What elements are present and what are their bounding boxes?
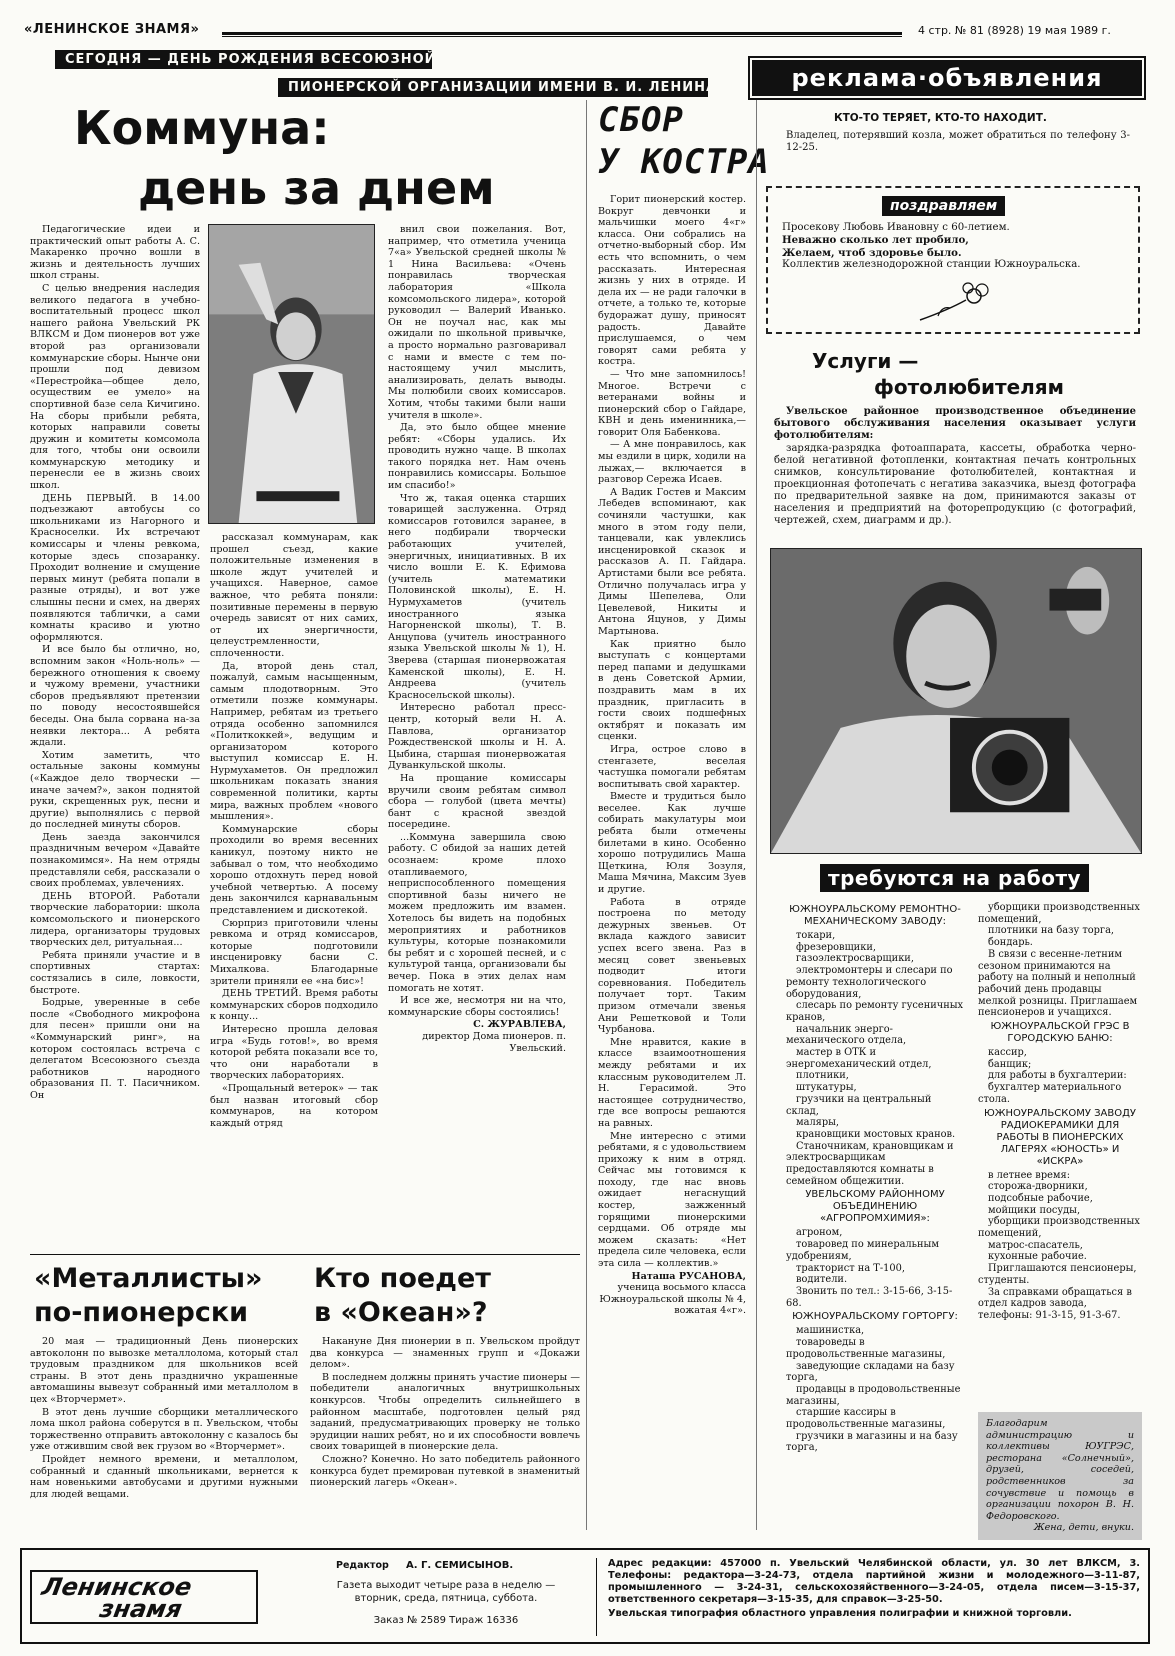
footer-logo-line2: знамя xyxy=(97,1595,185,1623)
footer-rule xyxy=(596,1558,597,1636)
sbor-title-line1: СБОР xyxy=(598,100,684,140)
photographer-photo-image xyxy=(771,549,1141,853)
kommuna-c1-p9: Бодрые, уверенные в себе после «Свободного микрофона для песен» пришли они на «Коммунарский ринг», на котором состоялась встреча с делегатом Всесоюзного съезда работников народного образования П. Т. Пасичником. Он xyxy=(30,997,200,1101)
footer-logo-line1: Ленинское xyxy=(39,1573,194,1601)
metallisty-body xyxy=(30,1336,298,1532)
ads-banner: реклама·объявления xyxy=(752,60,1142,96)
sbor-title-line2: У КОСТРА xyxy=(598,142,770,182)
jobs-right-job-17: Приглашаются пенсионеры, студенты. xyxy=(978,1263,1137,1286)
jobs-left-job-22: товароведы в продовольственные магазины, xyxy=(786,1337,946,1360)
jobs-left-job-16: товаровед по минеральным удобрениям, xyxy=(786,1239,939,1262)
jobs-left-column xyxy=(786,902,964,1542)
metallisty-p2: В этот день лучшие сборщики металлического лома школ района соберутся в п. Увельском, чтобы торжественно отправить автоколонну с казалось бы уже отжившим свой век грузом во «Вторчермет». xyxy=(30,1406,298,1453)
publication-schedule: Газета выходит четыре раза в неделю — вторник, среда, пятница, суббота. xyxy=(336,1580,556,1604)
jobs-left-job-6: начальник энерго-механического отдела, xyxy=(786,1023,907,1047)
jobs-right-job-18: За справками обращаться в отдел кадров завода, телефоны: 91-3-15, 91-3-67. xyxy=(978,1286,1132,1321)
issue-info: 4 стр. № 81 (8928) 19 мая 1989 г. xyxy=(918,24,1111,37)
kommuna-c1-p6: День заезда закончился праздничным вечером «Давайте познакомимся». На нем отряды представляли себя, рассказали о своих проблемах, увлечениях. xyxy=(30,831,200,890)
okean-p1: Накануне Дня пионерии в п. Увельском пройдут два конкурса — знаменных групп и «Докажи делом». xyxy=(310,1336,580,1371)
jobs-left-job-4: электромонтеры и слесари по ремонту технологического оборудования, xyxy=(786,965,953,1000)
jobs-left-job-13: Станочникам, крановщикам и электросварщикам предоставляются комнаты в семейном общежитии. xyxy=(786,1140,954,1187)
thanks-text: Благодарим администрацию и коллективы ЮУГРЭС, ресторана «Солнечный», друзей, соседей, родственников за сочувствие и помощь в организации похорон В. Н. Федоровского. xyxy=(986,1418,1134,1522)
condolence-thanks-box xyxy=(978,1412,1142,1540)
congrats-line-4: Коллектив железнодорожной станции Южноуральска. xyxy=(782,259,1081,271)
kommuna-c1-p1: Педагогические идеи и практический опыт работы А. С. Макаренко прочно вошли в жизнь и деятельность лучших школ страны. xyxy=(30,224,200,282)
sbor-p10: Мне интересно с этими ребятами, я с удовольствием прихожу к ним в отряд. Сейчас мы готовимся к походу, где нас вновь ожидает негаснущий костер, зажженный горящими пионерскими сердцами. Об отряде мы можем сказать: «Нет предела силе человека, если эта сила — коллектив.» xyxy=(598,1130,746,1270)
congrats-line-1: Просекову Любовь Ивановну с 60-летием. xyxy=(782,222,1010,233)
kommuna-signature-role: директор Дома пионеров. п. Увельский. xyxy=(422,1030,566,1054)
jobs-right-job-6: банщик; xyxy=(988,1058,1032,1070)
jobs-right-job-14: уборщики производственных помещений, xyxy=(978,1216,1140,1240)
kommuna-c3-p1: внил свои пожелания. Вот, например, что отметила ученица 7«а» Увельской средней школы № 1 Нина Васильева: «Очень понравилась творческая лаборатория «Школа комсомольского лидера», которой руководил — Валерий Иванько. Он не поучал нас, как мы ожидали по школьной привычке, а просто нормально разговаривал с нами и вместе с тем по-настоящему учил мыслить, анализировать, делать выводы. Мы полюбили своих комиссаров. Хотим, чтобы такими были наши учителя в школе». xyxy=(388,224,566,421)
editor-label: Редактор xyxy=(336,1560,389,1571)
photographer-photo xyxy=(770,548,1142,854)
kommuna-c1-p4: И все было бы отлично, но, вспомним закон «Ноль-ноль» — бережного отношения к своему и чужому времени, участники сборов предъявляют претензии по поводу несостоявшейся беседы. Она была сорвана на-за неявки лектора... А ребята ждали. xyxy=(30,644,200,749)
kommuna-c1-p7: ДЕНЬ ВТОРОЙ. Работали творческие лаборатории: школа комсомольского и пионерского лидера, организаторы трудовых творческих дел, ритуальная... xyxy=(30,890,200,949)
pioneer-photo-image xyxy=(209,225,374,523)
masthead-rule xyxy=(222,32,902,37)
kommuna-c1-p8: Ребята приняли участие и в спортивных стартах: состязались в силе, ловкости, быстроте. xyxy=(30,949,200,996)
jobs-left-job-25: старшие кассиры в продовольственные магазины, xyxy=(786,1407,946,1431)
sbor-p1: Горит пионерский костер. Вокруг девчонки и мальчишки моего 4«г» класса. Они собрались на отчетно-выборный сбор. Им есть что вспомнить, о чем рассказать. Интересная жизнь у них в отряде. И дела их — не ради галочки в отчете, а только те, которые будоражат душу, приносят радость. Давайте прислушаемся, о чем говорят сами ребята у костра. xyxy=(598,194,746,368)
jobs-right-job-15: матрос-спасатель, xyxy=(988,1239,1083,1251)
kommuna-c3-p5: На прощание комиссары вручили своим ребятам символ сбора — голубой (цвета мечты) бант с красной звездой посередине. xyxy=(388,772,566,831)
editor-name: А. Г. СЕМИСЫНОВ. xyxy=(405,1560,514,1571)
jobs-left-job-3: газоэлектросварщики, xyxy=(796,953,914,965)
footer-address-block xyxy=(608,1558,1140,1620)
jobs-banner: требуются на работу xyxy=(820,864,1089,892)
congrats-line-3: Желаем, чтоб здоровье было. xyxy=(782,246,962,259)
okean-body xyxy=(310,1336,580,1532)
sbor-body xyxy=(598,194,746,1530)
kommuna-c2-p3: Коммунарские сборы проходили во время весенних каникул, поэтому никто не забывал о том, что необходимо хорошо отдохнуть перед новой учебной четвертью. А посему день закончился карнавальным представлением и дискотекой. xyxy=(210,823,378,916)
jobs-right-job-11: сторожа-дворники, xyxy=(988,1181,1088,1193)
jobs-left-job-9: штукатуры, xyxy=(796,1082,857,1094)
footer-box xyxy=(20,1548,1150,1644)
kommuna-column-1 xyxy=(30,224,200,1246)
congrats-line-2: Неважно сколько лет пробило, xyxy=(782,234,969,247)
jobs-left-job-15: агроном, xyxy=(796,1227,843,1239)
jobs-left-job-26: грузчики в магазины и на базу торга, xyxy=(786,1430,958,1454)
kommuna-signature-name: С. ЖУРАВЛЕВА, xyxy=(473,1019,566,1031)
okean-title-line1: Кто поедет xyxy=(314,1263,491,1294)
jobs-left-job-8: плотники, xyxy=(796,1070,849,1082)
jobs-left-job-24: продавцы в продовольственные магазины, xyxy=(786,1383,961,1407)
jobs-left-job-17: тракторист на Т-100, xyxy=(796,1262,905,1274)
sbor-p3: — А мне понравилось, как мы ездили в цирк, ходили на лыжах,— включается в разговор Сережа Исаев. xyxy=(598,439,746,486)
uslugi-title-line1: Услуги — xyxy=(812,349,919,373)
column-rule-left xyxy=(586,100,587,1530)
jobs-right-list xyxy=(978,902,1142,1322)
masthead-name: «ЛЕНИНСКОЕ ЗНАМЯ» xyxy=(24,22,200,37)
congrats-box xyxy=(766,186,1140,334)
jobs-left-job-1: токари, xyxy=(796,930,836,941)
jobs-right-job-2: бондарь. xyxy=(988,937,1033,949)
jobs-left-job-10: грузчики на центральный склад, xyxy=(786,1093,932,1117)
jobs-left-employer-14: УВЕЛЬСКОМУ РАЙОННОМУ ОБЪЕДИНЕНИЮ «АГРОПРОМХИМИЯ»: xyxy=(805,1189,945,1225)
kommuna-c2-p6: Интересно прошла деловая игра «Будь готов!», во время которой ребята показали все то, что они наработали в творческих лабораториях. xyxy=(210,1023,378,1082)
thanks-signed: Жена, дети, внуки. xyxy=(1033,1522,1134,1534)
kommuna-title-line1: Коммуна: xyxy=(74,101,330,155)
kommuna-c1-p2: С целью внедрения наследия великого педагога в учебно-воспитательный процесс школ нашего района Увельский РК ВЛКСМ и Дом пионеров вот уже второй раз организовали коммунарские сборы. Нынче они прошли под девизом «Перестройка—общее дело, осуществим ее умело» на спортивной базе села Кичигино. На сборы прибыли ребята, которых направили советы дружин и комитеты комсомола для того, чтобы они освоили коммунарскую методику и перенесли ее в жизнь своих школ. xyxy=(30,282,200,492)
kommuna-c2-p4: Сюрприз приготовили члены ревкома и отряд комиссаров, которые подготовили инсценировку басни С. Михалкова. Благодарные зрители приняли ее «на бис»! xyxy=(210,917,378,987)
kommuna-c2-p2: Да, второй день стал, пожалуй, самым насыщенным, самым плодотворным. Это отметили позже коммунары. Например, ребятам из третьего отряда особенно запомнился «Политкоккей», ведущим и организатором которого выступил комиссар Е. Н. Нурмухаметов. Он предложил школьникам показать знания современной политики, карты мира, важных проблем «нового мышления». xyxy=(210,660,378,823)
kommuna-column-3 xyxy=(388,224,566,1246)
kommuna-bottom-rule xyxy=(30,1254,580,1255)
okean-title-line2: в «Океан»? xyxy=(314,1297,488,1328)
jobs-right-job-0: уборщики производственных помещений, xyxy=(978,902,1140,925)
sbor-p4: А Вадик Гостев и Максим Лебедев вспоминают, как сочиняли частушки, как много в этом году пели, танцевали, как увлеклись инсценировкой сказок и рассказов А. П. Гайдара. Артистами были все ребята. Отлично получалась игра у Димы Шепелева, Оли Цевелевой, Никиты и Антона Яцунов, у Димы Мартынова. xyxy=(598,486,746,637)
metallisty-p3: Пройдет немного времени, и металлолом, собранный и сданный школьниками, вернется к нам новенькими автобусами и другими нужными для людей вещами. xyxy=(30,1453,298,1500)
kommuna-c2-p7: «Прощальный ветерок» — так был назван итоговый сбор коммунаров, на котором каждый отряд xyxy=(210,1082,378,1129)
jobs-left-list xyxy=(786,904,964,1454)
jobs-right-column xyxy=(978,902,1142,1402)
sbor-signature-role: ученица восьмого класса Южноуральской школы № 4, вожатая 4«г». xyxy=(599,1282,746,1317)
printer-info: Увельская типография областного управления полиграфии и книжной торговли. xyxy=(608,1608,1072,1619)
jobs-right-employer-4: ЮЖНОУРАЛЬСКОЙ ГРЭС В ГОРОДСКУЮ БАНЮ: xyxy=(990,1021,1130,1045)
kommuna-title-line2: день за днем xyxy=(138,161,495,215)
jobs-left-job-12: крановщики мостовых кранов. xyxy=(796,1128,956,1140)
jobs-right-job-7: для работы в бухгалтерии: xyxy=(988,1070,1127,1082)
jobs-left-job-18: водители. xyxy=(796,1274,848,1286)
jobs-left-job-5: слесарь по ремонту гусеничных кранов, xyxy=(786,1000,964,1023)
uslugi-p1: Увельское районное производственное объединение бытового обслуживания населения оказывает услуги фотолюбителям: xyxy=(774,406,1136,441)
jobs-right-job-12: подсобные рабочие, xyxy=(988,1192,1093,1204)
kommuna-c3-p7: И все же, несмотря ни на что, коммунарские сборы состоялись! xyxy=(388,995,566,1018)
jobs-left-job-21: машинистка, xyxy=(796,1325,865,1337)
sbor-p7: Вместе и трудиться было веселее. Как лучше собирать макулатуры мои ребята были отмечены билетами в кино. Особенно хорошо потрудились Маша Щеткина, Юля Зозуля, Маша Мячина, Максим Зуев и другие. xyxy=(598,791,746,896)
jobs-right-job-5: кассир, xyxy=(988,1047,1027,1059)
kommuna-c1-p3: ДЕНЬ ПЕРВЫЙ. В 14.00 подъезжают автобусы со школьниками из Нагорного и Красноселки. Их встречают комиссары и члены ревкома, которые здесь спозаранку. Проходит волнение и смущение первых минут (ребята попали в разные отряды), и вот уже слышны песни и смех, на дверях появляются таблички, а сами комнаты красиво и уютно оформляются. xyxy=(30,492,200,643)
lost-heading: КТО-ТО ТЕРЯЕТ, КТО-ТО НАХОДИТ. xyxy=(834,112,1047,124)
kommuna-c3-p4: Интересно работал пресс-центр, который вели Н. А. Павлова, организатор Рождественской школы и Н. А. Цыбина, старшая пионервожатая Дуванкульской школы. xyxy=(388,702,566,772)
kommuna-c3-p6: ...Коммуна завершила свою работу. С обидой за наших детей осознаем: кроме плохо отапливаемого, неприспособленного помещения спортивной базы ничего не можем предложить им взамен. Хотелось бы видеть на подобных мероприятиях и работников культуры, которые познакомили бы ребят и с хорошей песней, и с культурой танца, организовали бы вечер. Пока в этих делах нам помогать не хотят. xyxy=(388,831,566,994)
jobs-right-job-8: бухгалтер материального стола. xyxy=(978,1082,1122,1105)
kommuna-c3-p3: Что ж, такая оценка старших товарищей заслуженна. Отряд комиссаров готовился заранее, в него подбирали творчески работающих учителей, энергичных, инициативных. В их число вошли Е. К. Ефимова (учитель математики Половинской школы), Е. Н. Нурмухаметов (учитель иностранного языка Нагорненской школы), Т. В. Анцупова (учитель иностранного языка Увельской школы № 1), Н. Зверева (старшая пионервожатая Каменской школы), Е. Н. Андреева (учитель Красносельской школы). xyxy=(388,492,566,701)
editorial-address: Адрес редакции: 457000 п. Увельский Челябинской области, ул. 30 лет ВЛКСМ, 3. Телефоны: редактора—3-24-73, отдела партийной жизни и молодежного—3-11-87, промышленного — 3-24-31, сельскохозяйственного—3-24-05, отдела писем—3-15-37, ответственного секретаря—3-15-35, для справок—3-25-50. xyxy=(608,1558,1140,1605)
sbor-p6: Игра, острое слово в стенгазете, веселая частушка помогали ребятам воспитывать свой характер. xyxy=(598,743,746,790)
sbor-p5: Как приятно было выступать с концертами перед папами и дедушками в день Советской Армии, поздравить мам в их праздник, пригласить в гости своих подшефных октябрят и показать им сценки. xyxy=(598,638,746,743)
uslugi-p2: зарядка-разрядка фотоаппарата, кассеты, обработка черно-белой негативной фотопленки, контактная печать контрольных снимков, консультирование фотолюбителей, контактная и проекционная фотопечать с негатива заказчика, выезд фотографа по предварительной заявке на дом, принимаются заказы от населения и предприятий на фоторепродукцию (с фотографий, чертежей, схем, диаграмм и др.). xyxy=(774,443,1136,526)
footer-editor-block xyxy=(312,1560,580,1628)
uslugi-body xyxy=(774,406,1136,528)
jobs-left-employer-0: ЮЖНОУРАЛЬСКОМУ РЕМОНТНО-МЕХАНИЧЕСКОМУ ЗАВОДУ: xyxy=(789,904,961,927)
jobs-left-job-19: Звонить по тел.: 3-15-66, 3-15-68. xyxy=(786,1285,953,1309)
sbor-p2: — Что мне запомнилось! Многое. Встречи с ветеранами войны и пионерский сбор о Гайдаре, КВН и день именинника,— говорит Оля Бабенкова. xyxy=(598,368,746,438)
sbor-p8: Работа в отряде построена по методу дежурных звеньев. От вклада каждого зависит успех всего звена. Раз в месяц совет звеньевых подводит итоги соревнования. Победитель получает торт. Таким призом отмечали звенья Ани Решетковой и Толи Чурбанова. xyxy=(598,896,746,1036)
jobs-right-job-16: кухонные рабочие. xyxy=(988,1251,1087,1263)
kommuna-c3-p2: Да, это было общее мнение ребят: «Сборы удались. Их проводить нужно чаще. В школах такого порядка нет. Нам очень понравились комиссары. Большое им спасибо!» xyxy=(388,422,566,492)
metallisty-title-line2: по-пионерски xyxy=(34,1297,249,1328)
column-rule-right xyxy=(756,100,757,1530)
order-circulation: Заказ № 2589 Тираж 16336 xyxy=(373,1615,519,1627)
footer-logo xyxy=(30,1570,258,1624)
jobs-left-job-11: маляры, xyxy=(796,1117,840,1129)
sbor-signature-name: Наташа РУСАНОВА, xyxy=(631,1270,746,1282)
congrats-title: поздравляем xyxy=(882,196,1005,216)
jobs-left-job-7: мастер в ОТК и энергомеханический отдел, xyxy=(786,1047,932,1070)
jobs-right-job-3: В связи с весенне-летним сезоном принимаются на работу на полный и неполный рабочий день продавцы мелкой розницы. Приглашаем пенсионеров и учащихся. xyxy=(978,948,1138,1019)
jobs-left-job-23: заведующие складами на базу торга, xyxy=(786,1360,955,1384)
jobs-left-job-2: фрезеровщики, xyxy=(796,941,876,953)
pioneer-salute-photo xyxy=(208,224,375,524)
jobs-left-employer-20: ЮЖНОУРАЛЬСКОМУ ГОРТОРГУ: xyxy=(792,1311,958,1323)
kommuna-c2-p1: рассказал коммунарам, как прошел съезд, какие положительные изменения в школе ждут учителей и учащихся. Наверное, самое важное, что ребята поняли: позитивные перемены в первую очередь зависят от них самих, от их энергичности, целеустремленности, сплоченности. xyxy=(210,532,378,659)
uslugi-title-line2: фотолюбителям xyxy=(874,375,1064,399)
kommuna-column-2 xyxy=(210,532,378,1246)
metallisty-title-line1: «Металлисты» xyxy=(34,1263,263,1294)
lost-text: Владелец, потерявший козла, может обратиться по телефону 3-12-25. xyxy=(786,130,1130,153)
headline-band-2: ПИОНЕРСКОЙ ОРГАНИЗАЦИИ ИМЕНИ В. И. ЛЕНИНА xyxy=(278,78,708,97)
jobs-right-job-1: плотники на базу торга, xyxy=(988,925,1115,937)
sbor-p9: Мне нравится, какие в классе взаимоотношения между ребятами и их классным руководителем Л. Н. Герасимой. Это настоящее сотрудничество, где все вопросы решаются на равных. xyxy=(598,1036,746,1129)
jobs-right-job-13: мойщики посуды, xyxy=(988,1204,1081,1216)
okean-p2: В последнем должны принять участие пионеры — победители аналогичных внутришкольных конкурсов. Чтобы определить сильнейшего в районном масштабе, подготовлен целый ряд заданий, предусматривающих проверку не только эрудиции наших ребят, но и их способности вовлечь своих товарищей в пионерские дела. xyxy=(310,1371,580,1453)
headline-band-1: СЕГОДНЯ — ДЕНЬ РОЖДЕНИЯ ВСЕСОЮЗНОЙ xyxy=(55,50,432,69)
kommuna-c2-p5: ДЕНЬ ТРЕТИЙ. Время работы коммунарских сборов подходило к концу... xyxy=(210,988,378,1023)
flower-icon xyxy=(918,280,998,326)
okean-p3: Сложно? Конечно. Но зато победитель районного конкурса будет премирован путевкой в знаменитый пионерский лагерь «Океан». xyxy=(310,1453,580,1489)
kommuna-c1-p5: Хотим заметить, что остальные законы коммуны («Каждое дело творчески — иначе зачем?», закон поднятой руки, скрещенных рук, песни и другие) выполнялись с первой до последней минуты сборов. xyxy=(30,749,200,831)
jobs-right-job-10: в летнее время: xyxy=(988,1169,1070,1181)
metallisty-p1: 20 мая — традиционный День пионерских автоколонн по вывозке металлолома, который стал трудовым праздником для школьников всей страны. В этот день празднично украшенные автомашины вывезут собранный ими металлолом в цех «Вторчермет». xyxy=(30,1336,298,1405)
jobs-right-employer-9: ЮЖНОУРАЛЬСКОМУ ЗАВОДУ РАДИОКЕРАМИКИ ДЛЯ РАБОТЫ В ПИОНЕРСКИХ ЛАГЕРЯХ «ЮНОСТЬ» И «ИСКРА» xyxy=(983,1107,1137,1167)
